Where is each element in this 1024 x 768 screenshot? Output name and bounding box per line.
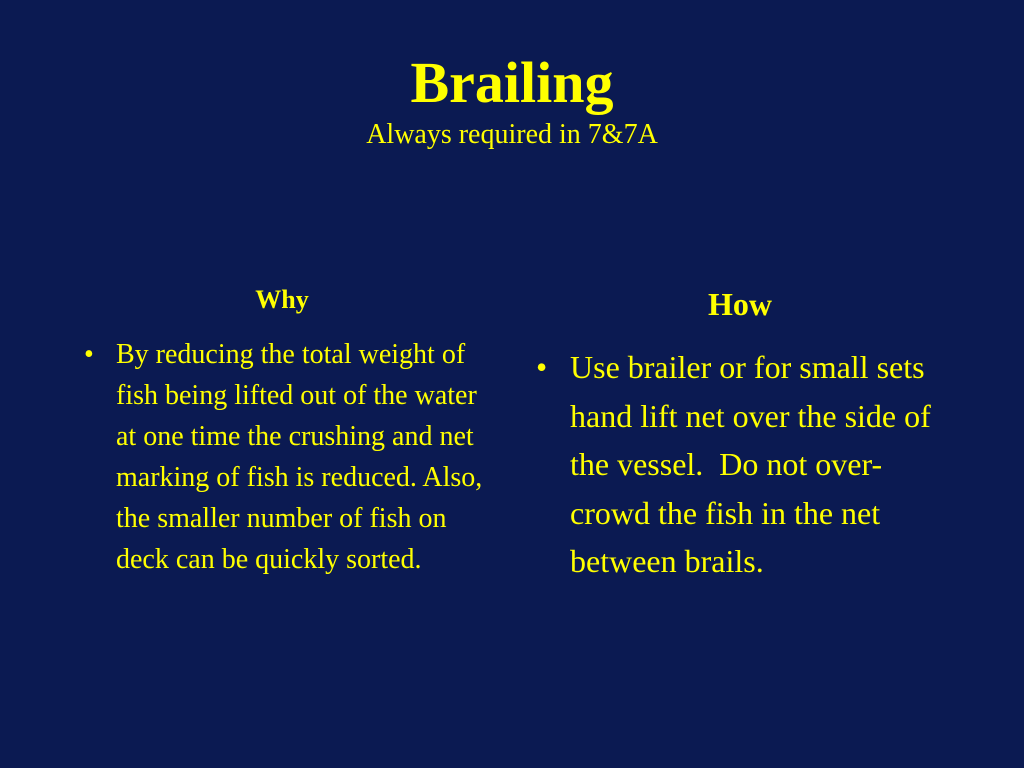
slide-subtitle: Always required in 7&7A <box>366 119 658 150</box>
title-block <box>0 48 1024 152</box>
why-bullet <box>70 334 490 580</box>
how-column <box>520 283 960 586</box>
how-bullet-text: Use brailer or for small sets hand lift net over the side of the vessel. Do not over-crowd the fish in the net between brails. <box>570 349 939 579</box>
how-heading: How <box>708 286 772 322</box>
why-column <box>70 284 490 580</box>
why-heading: Why <box>255 285 309 314</box>
why-bullet-text: By reducing the total weight of fish being lifted out of the water at one time the crushing and net marking of fish is reduced. Also, the smaller number of fish on deck can be quickly sorted. <box>116 339 483 575</box>
bullet-icon: • <box>536 349 548 385</box>
bullet-icon: • <box>84 339 94 370</box>
how-bullet <box>520 343 960 586</box>
slide-title: Brailing <box>410 50 614 115</box>
